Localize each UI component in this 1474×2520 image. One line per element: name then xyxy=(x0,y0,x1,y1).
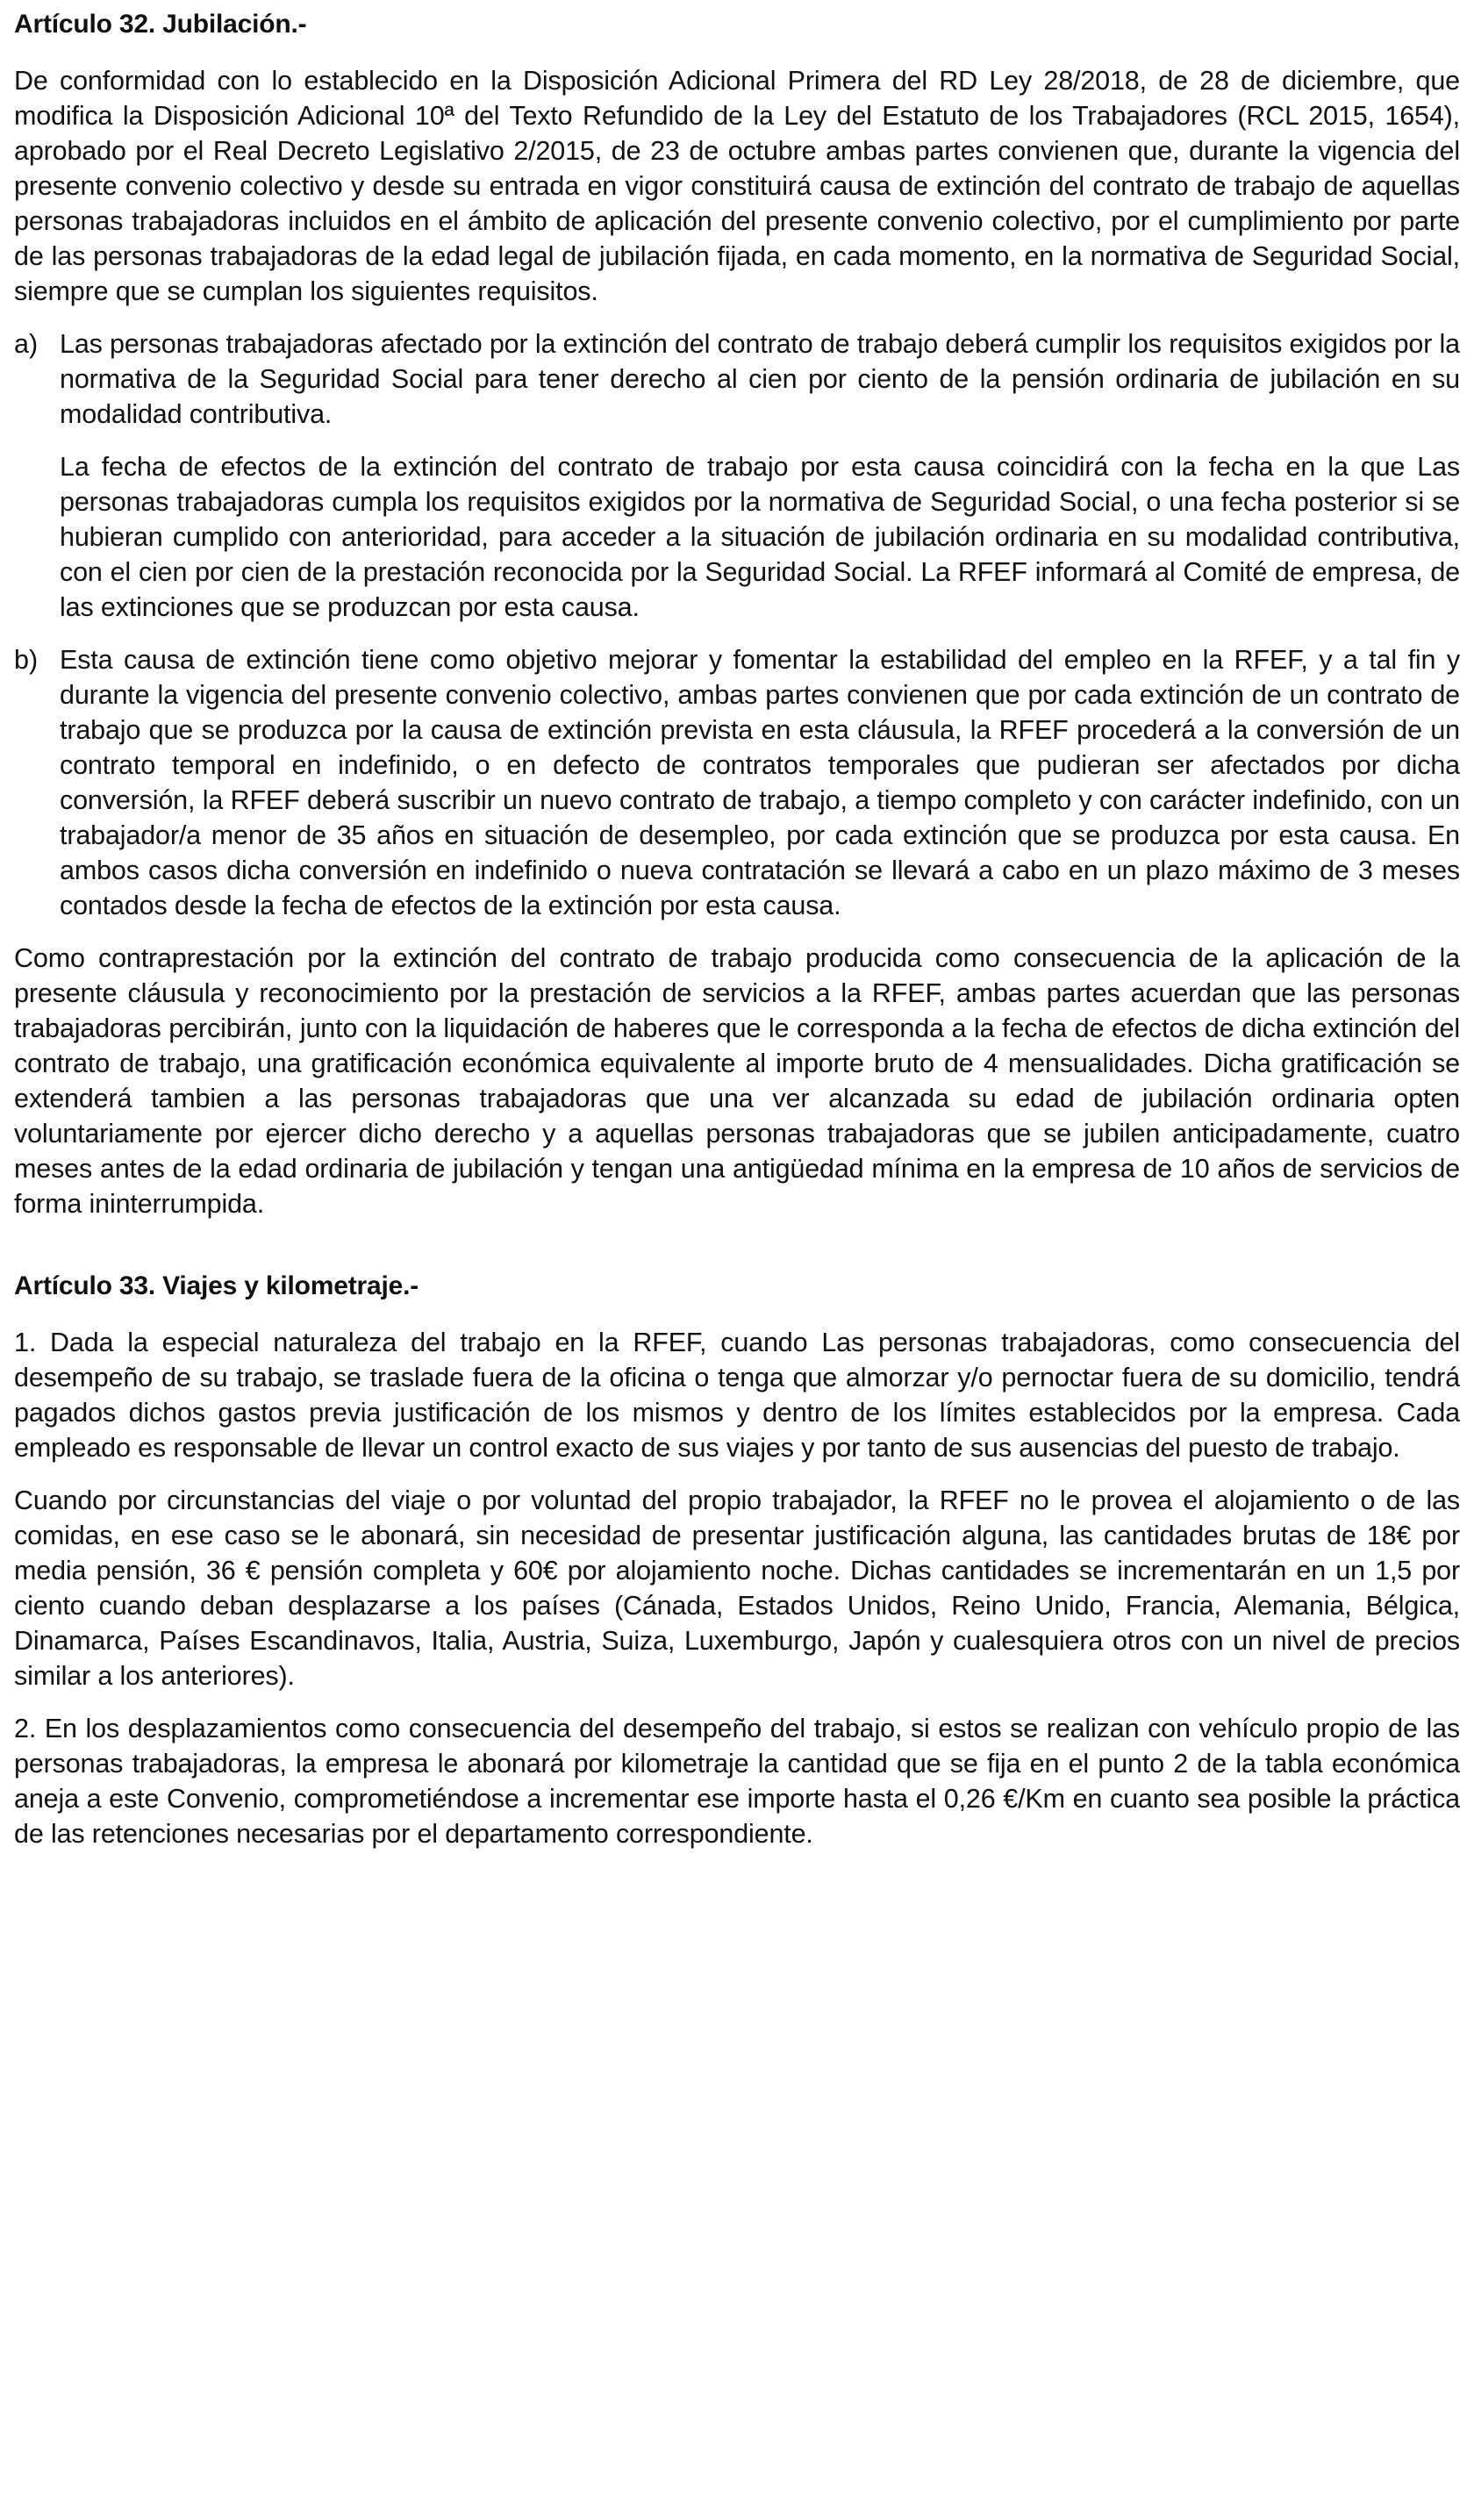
list-item-b xyxy=(14,642,1460,923)
article-33-title: Artículo 33. Viajes y kilometraje.- xyxy=(14,1271,419,1300)
document-page xyxy=(14,7,1460,1851)
list-item-a xyxy=(14,326,1460,432)
list-marker-b: b) xyxy=(14,645,39,675)
article-32-title: Artículo 32. Jubilación.- xyxy=(14,10,307,39)
list-item-a-text: Las personas trabajadoras afectado por la extinción del contrato de trabajo deberá cumplir los requisitos exigidos por la normativa de la Seguridad Social para tener derecho al cien por ciento de la pensión ordinaria de jubilación en su modalidad contributiva. xyxy=(60,329,1460,429)
list-item-b-body xyxy=(60,642,1460,923)
article-32 xyxy=(14,7,1460,1221)
article-32-closing: Como contraprestación por la extinción del contrato de trabajo producida como consecuencia de la aplicación de la presente cláusula y reconocimiento por la prestación de servicios a la RFEF, ambas partes acuerdan que las personas trabajadoras percibirán, junto con la liquidación de haberes que le corresponda a la fecha de efectos de dicha extinción del contrato de trabajo, una gratificación económica equivalente al importe bruto de 4 mensualidades. Dicha gratificación se extenderá tambien a las personas trabajadoras que una ver alcanzada su edad de jubilación ordinaria opten voluntariamente por ejercer dicho derecho y a aquellas personas trabajadoras que se jubilen anticipadamente, cuatro meses antes de la edad ordinaria de jubilación y tengan una antigüedad mínima en la empresa de 10 años de servicios de forma ininterrumpida. xyxy=(14,943,1460,1219)
list-item-a-note: La fecha de efectos de la extinción del contrato de trabajo por esta causa coincidirá con la fecha en la que Las personas trabajadoras cumpla los requisitos exigidos por la normativa de Seguridad Social, o una fecha posterior si se hubieran cumplido con anterioridad, para acceder a la situación de jubilación ordinaria en su modalidad contributiva, con el cien por cien de la prestación reconocida por la Seguridad Social. La RFEF informará al Comité de empresa, de las extinciones que se produzcan por esta causa. xyxy=(60,452,1460,622)
article-33-paragraph-3: 2. En los desplazamientos como consecuencia del desempeño del trabajo, si estos se realizan con vehículo propio de las personas trabajadoras, la empresa le abonará por kilometraje la cantidad que se fija en el punto 2 de la tabla económica aneja a este Convenio, comprometiéndose a incrementar ese importe hasta el 0,26 €/Km en cuanto sea posible la práctica de las retenciones necesarias por el departamento correspondiente. xyxy=(14,1714,1460,1849)
article-33-paragraph-1: 1. Dada la especial naturaleza del trabajo en la RFEF, cuando Las personas trabajadoras, como consecuencia del desempeño de su trabajo, se traslade fuera de la oficina o tenga que almorzar y/o pernoctar fuera de su domicilio, tendrá pagados dichos gastos previa justificación de los mismos y dentro de los límites establecidos por la empresa. Cada empleado es responsable de llevar un control exacto de sus viajes y por tanto de sus ausencias del puesto de trabajo. xyxy=(14,1328,1460,1463)
article-33-paragraph-2: Cuando por circunstancias del viaje o por voluntad del propio trabajador, la RFEF no le provea el alojamiento o de las comidas, en ese caso se le abonará, sin necesidad de presentar justificación alguna, las cantidades brutas de 18€ por media pensión, 36 € pensión completa y 60€ por alojamiento noche. Dichas cantidades se incrementarán en un 1,5 por ciento cuando deban desplazarse a los países (Cánada, Estados Unidos, Reino Unido, Francia, Alemania, Bélgica, Dinamarca, Países Escandinavos, Italia, Austria, Suiza, Luxemburgo, Japón y cualesquiera otros con un nivel de precios similar a los anteriores). xyxy=(14,1486,1460,1691)
article-33 xyxy=(14,1269,1460,1851)
list-item-b-text: Esta causa de extinción tiene como objetivo mejorar y fomentar la estabilidad del empleo en la RFEF, y a tal fin y durante la vigencia del presente convenio colectivo, ambas partes convienen que por cada extinción de un contrato de trabajo que se produzca por la causa de extinción prevista en esta cláusula, la RFEF procederá a la conversión de un contrato temporal en indefinido, o en defecto de contratos temporales que pudieran ser afectados por dicha conversión, la RFEF deberá suscribir un nuevo contrato de trabajo, a tiempo completo y con carácter indefinido, con un trabajador/a menor de 35 años en situación de desempleo, por cada extinción que se produzca por esta causa. En ambos casos dicha conversión en indefinido o nueva contratación se llevará a cabo en un plazo máximo de 3 meses contados desde la fecha de efectos de la extinción por esta causa. xyxy=(60,645,1460,920)
article-32-intro: De conformidad con lo establecido en la Disposición Adicional Primera del RD Ley 28/2018, de 28 de diciembre, que modifica la Disposición Adicional 10ª del Texto Refundido de la Ley del Estatuto de los Trabajadores (RCL 2015, 1654), aprobado por el Real Decreto Legislativo 2/2015, de 23 de octubre ambas partes convienen que, durante la vigencia del presente convenio colectivo y desde su entrada en vigor constituirá causa de extinción del contrato de trabajo de aquellas personas trabajadoras incluidos en el ámbito de aplicación del presente convenio colectivo, por el cumplimiento por parte de las personas trabajadoras de la edad legal de jubilación fijada, en cada momento, en la normativa de Seguridad Social, siempre que se cumplan los siguientes requisitos. xyxy=(14,66,1460,306)
list-item-a-body xyxy=(60,326,1460,432)
list-marker-a: a) xyxy=(14,329,39,359)
